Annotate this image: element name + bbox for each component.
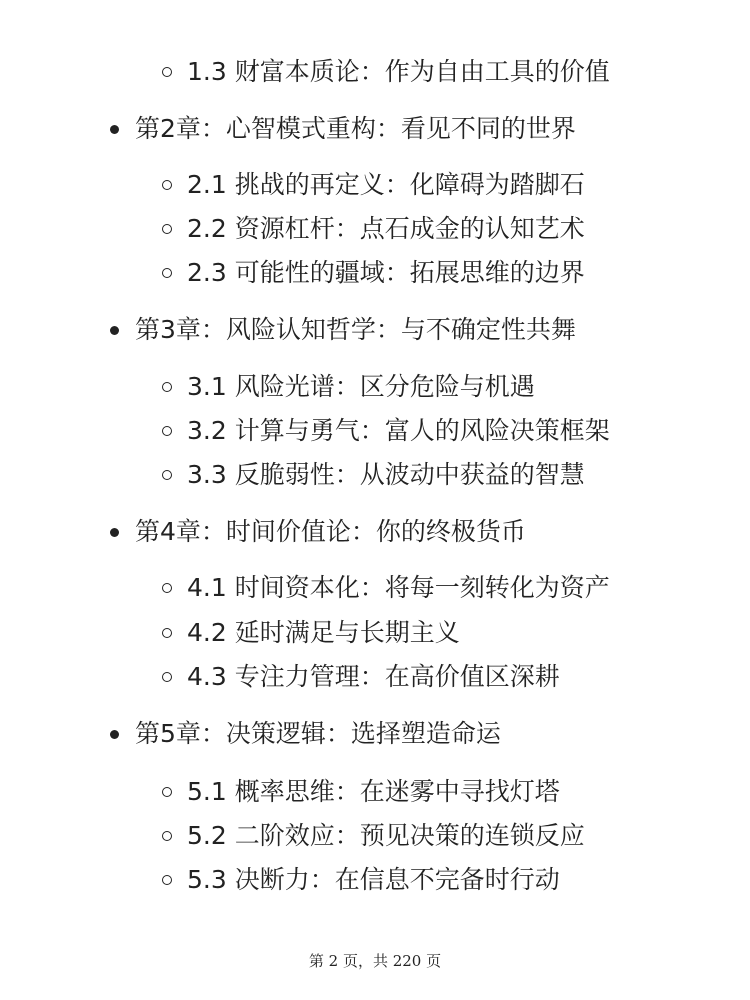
toc-section-item — [162, 253, 585, 293]
toc-item-text: 3.1 风险光谱：区分危险与机遇 — [187, 372, 535, 401]
toc-section-item — [162, 860, 560, 900]
hollow-bullet-icon — [162, 470, 172, 480]
hollow-bullet-icon — [162, 224, 172, 234]
toc-item-text: 第4章：时间价值论：你的终极货币 — [135, 517, 526, 546]
toc-item-text: 2.2 资源杠杆：点石成金的认知艺术 — [187, 214, 585, 243]
hollow-bullet-icon — [162, 583, 172, 593]
filled-bullet-icon — [110, 125, 119, 134]
hollow-bullet-icon — [162, 382, 172, 392]
toc-item-text: 第2章：心智模式重构：看见不同的世界 — [135, 114, 576, 143]
hollow-bullet-icon — [162, 831, 172, 841]
toc-section-item — [162, 568, 610, 608]
toc-section-item — [162, 165, 585, 205]
toc-section-item — [162, 455, 585, 495]
hollow-bullet-icon — [162, 180, 172, 190]
toc-item-text: 5.2 二阶效应：预见决策的连锁反应 — [187, 821, 585, 850]
toc-chapter-item — [110, 714, 501, 754]
toc-item-text: 3.2 计算与勇气：富人的风险决策框架 — [187, 416, 610, 445]
hollow-bullet-icon — [162, 628, 172, 638]
toc-section-item — [162, 209, 585, 249]
hollow-bullet-icon — [162, 67, 172, 77]
filled-bullet-icon — [110, 730, 119, 739]
hollow-bullet-icon — [162, 268, 172, 278]
toc-item-text: 第3章：风险认知哲学：与不确定性共舞 — [135, 315, 576, 344]
toc-item-text: 3.3 反脆弱性：从波动中获益的智慧 — [187, 460, 585, 489]
toc-item-text: 2.3 可能性的疆域：拓展思维的边界 — [187, 258, 585, 287]
page-number-label: 第 2 页，共 220 页 — [308, 952, 442, 970]
hollow-bullet-icon — [162, 426, 172, 436]
toc-item-text: 第5章：决策逻辑：选择塑造命运 — [135, 719, 501, 748]
toc-item-text: 5.3 决断力：在信息不完备时行动 — [187, 865, 560, 894]
toc-item-text: 5.1 概率思维：在迷雾中寻找灯塔 — [187, 777, 560, 806]
toc-item-text: 4.3 专注力管理：在高价值区深耕 — [187, 662, 560, 691]
filled-bullet-icon — [110, 326, 119, 335]
toc-chapter-item — [110, 512, 526, 552]
toc-section-item — [162, 613, 460, 653]
toc-item-text: 1.3 财富本质论：作为自由工具的价值 — [187, 57, 610, 86]
toc-item-text: 4.2 延时满足与长期主义 — [187, 618, 460, 647]
hollow-bullet-icon — [162, 787, 172, 797]
toc-section-item — [162, 367, 535, 407]
hollow-bullet-icon — [162, 672, 172, 682]
toc-section-item — [162, 816, 585, 856]
toc-section-item — [162, 772, 560, 812]
toc-chapter-item — [110, 109, 576, 149]
toc-section-item — [162, 52, 610, 92]
hollow-bullet-icon — [162, 875, 172, 885]
toc-item-text: 4.1 时间资本化：将每一刻转化为资产 — [187, 573, 610, 602]
toc-section-item — [162, 657, 560, 697]
toc-item-text: 2.1 挑战的再定义：化障碍为踏脚石 — [187, 170, 585, 199]
filled-bullet-icon — [110, 528, 119, 537]
page-footer — [0, 950, 750, 971]
toc-section-item — [162, 411, 610, 451]
toc-chapter-item — [110, 310, 576, 350]
